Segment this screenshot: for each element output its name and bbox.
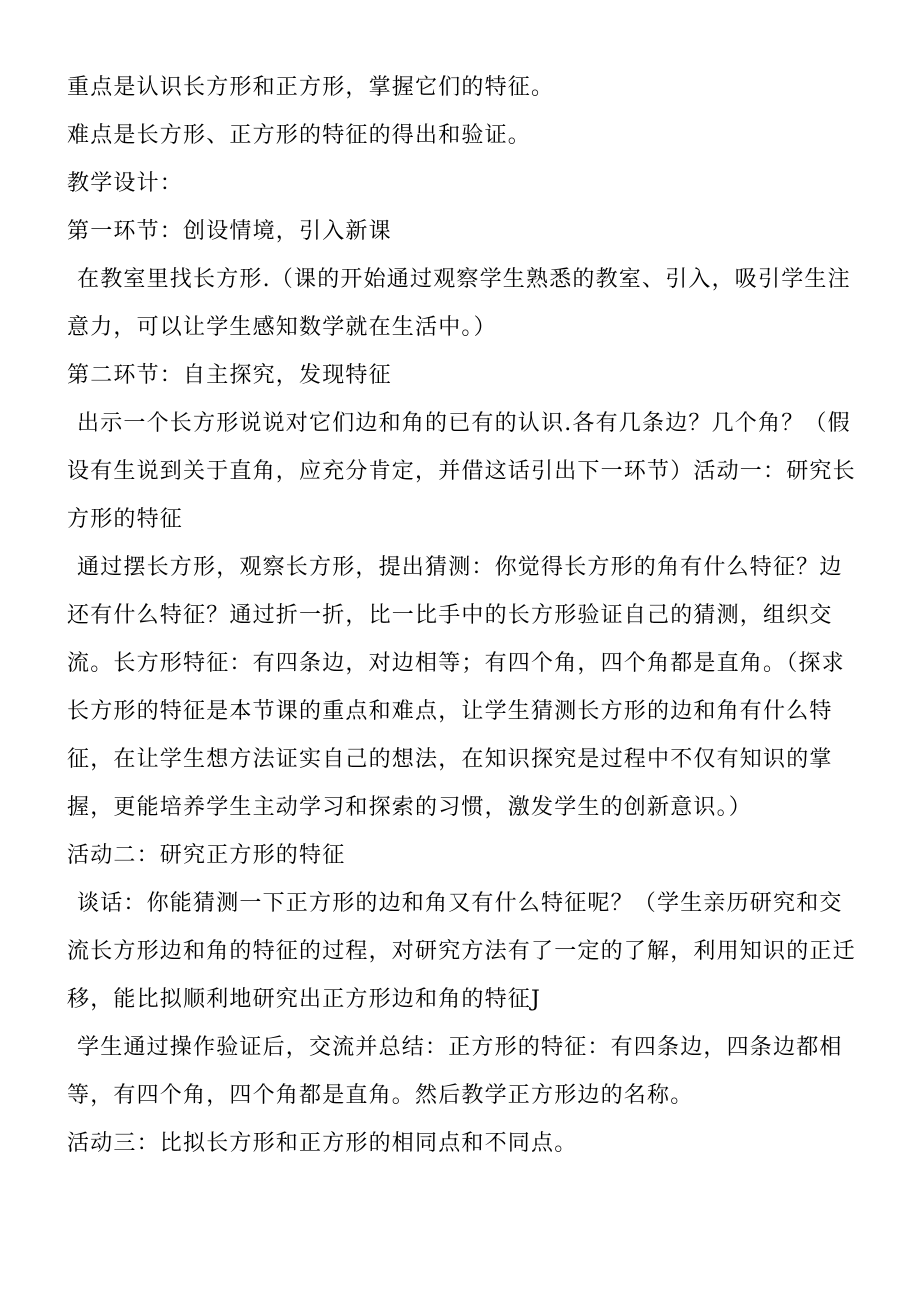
text-line: 设有生说到关于直角，应充分肯定，并借这话引出下一环节）活动一：研究长 [67,459,856,484]
text-line: 通过摆长方形，观察长方形，提出猜测：你觉得长方形的角有什么特征？边 [77,555,843,580]
heading-line: 第二环节：自主探究，发现特征 [67,363,392,388]
heading-line: 第一环节：创设情境，引入新课 [67,219,392,244]
activity-two-summary [67,1024,857,1120]
text-line: 征，在让学生想方法证实自己的想法，在知识探究是过程中不仅有知识的掌 [67,747,833,772]
stage-two-heading [67,352,857,400]
text-line: 方形的特征 [67,507,184,532]
text-line: 重点是认识长方形和正方形，掌握它们的特征。 [67,75,555,100]
text-line: 移，能比拟顺利地研究出正方形边和角的特征J [67,987,542,1012]
heading-line: 活动三：比拟长方形和正方形的相同点和不同点。 [67,1131,578,1156]
text-line: 等，有四个角，四个角都是直角。然后教学正方形边的名称。 [67,1083,694,1108]
heading-line: 教学设计： [67,171,184,196]
text-line: 难点是长方形、正方形的特征的得出和验证。 [67,123,532,148]
key-point-paragraph [67,64,857,112]
text-line: 出示一个长方形说说对它们边和角的已有的认识.各有几条边？几个角？（假 [77,411,851,436]
activity-two-heading [67,832,857,880]
difficulty-paragraph [67,112,857,160]
text-line: 握，更能培养学生主动学习和探索的习惯，激发学生的创新意识。） [67,795,753,820]
stage-one-paragraph [67,256,857,352]
stage-one-heading [67,208,857,256]
text-line: 长方形的特征是本节课的重点和难点，让学生猜测长方形的边和角有什么特 [67,699,833,724]
activity-three-heading [67,1120,857,1168]
activity-two-discussion [67,880,857,1024]
stage-two-paragraph [67,400,857,544]
text-line: 意力，可以让学生感知数学就在生活中。） [67,315,497,340]
text-line: 在教室里找长方形.（课的开始通过观察学生熟悉的教室、引入，吸引学生注 [77,267,851,292]
document-page [67,64,857,1168]
text-line: 还有什么特征？通过折一折，比一比手中的长方形验证自己的猜测，组织交 [67,603,833,628]
heading-line: 活动二：研究正方形的特征 [67,843,346,868]
section-heading [67,160,857,208]
text-line: 流。长方形特征：有四条边，对边相等；有四个角，四个角都是直角。（探求 [67,651,845,676]
text-line: 流长方形边和角的特征的过程，对研究方法有了一定的了解，利用知识的正迁 [67,939,856,964]
text-line: 谈话：你能猜测一下正方形的边和角又有什么特征呢？（学生亲历研究和交 [77,891,843,916]
activity-one-paragraph [67,544,857,832]
text-line: 学生通过操作验证后，交流并总结：正方形的特征：有四条边，四条边都相 [77,1035,843,1060]
